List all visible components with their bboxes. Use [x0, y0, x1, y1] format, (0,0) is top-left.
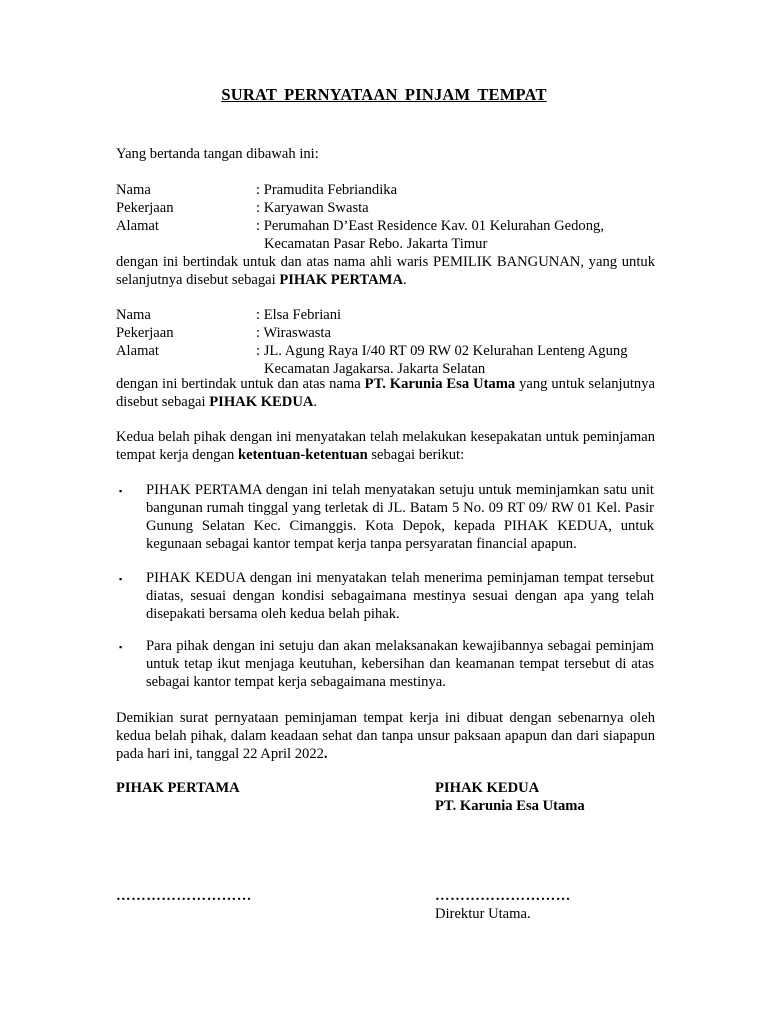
- right-signature-heading: PIHAK KEDUA: [435, 780, 540, 796]
- party1-role: PIHAK PERTAMA: [279, 272, 403, 288]
- party2-company: PT. Karunia Esa Utama: [364, 376, 516, 392]
- party2-description-mid: yang untuk selanjutnya disebut sebagai: [116, 376, 655, 410]
- closing-end: .: [323, 746, 328, 762]
- party2-description: [116, 375, 655, 411]
- bullet-item-3: Para pihak dengan ini setuju dan akan melaksanakan kewajibannya sebagai peminjam untuk tetap ikut menjaga keutuhan, kebersihan dan keamanan tempat tersebut di atas sebagai kantor tempat kerja sebagaimana mestinya.: [146, 638, 654, 690]
- intro-text: Yang bertanda tangan dibawah ini:: [116, 146, 319, 162]
- party1-address-value: : Perumahan D’East Residence Kav. 01 Kelurahan Gedong,: [256, 218, 604, 234]
- party1-description-text: dengan ini bertindak untuk dan atas nama ahli waris PEMILIK BANGUNAN, yang untuk selanjutnya disebut sebagai: [116, 254, 655, 288]
- party1-job-label: Pekerjaan: [116, 200, 174, 216]
- party1-address-label: Alamat: [116, 218, 159, 234]
- left-signature-heading: PIHAK PERTAMA: [116, 780, 240, 796]
- bullet-icon: ▪: [119, 642, 123, 652]
- agreement-paragraph: [116, 428, 655, 464]
- bullet-icon: ▪: [119, 574, 123, 584]
- document-title: SURAT PERNYATAAN PINJAM TEMPAT: [221, 85, 547, 104]
- party2-name-value: : Elsa Febriani: [256, 307, 342, 323]
- left-signature-line: ………………………: [116, 888, 252, 904]
- closing-text: Demikian surat pernyataan peminjaman tempat kerja ini dibuat dengan sebenarnya oleh kedua belah pihak, dalam keadaan sehat dan tanpa unsur paksaan apapun dan dari siapapun pada hari ini, tanggal 22 April 2022: [116, 710, 655, 762]
- party2-description-end: .: [313, 394, 318, 410]
- party2-role: PIHAK KEDUA: [209, 394, 314, 410]
- party2-address-continued: Kecamatan Jagakarsa. Jakarta Selatan: [264, 361, 486, 377]
- party2-job-value: : Wiraswasta: [256, 325, 331, 341]
- party1-name-value: : Pramudita Febriandika: [256, 182, 398, 198]
- party2-description-text: dengan ini bertindak untuk dan atas nama: [116, 376, 365, 392]
- party2-address-value: : JL. Agung Raya I/40 RT 09 RW 02 Kelurahan Lenteng Agung: [256, 343, 628, 359]
- agreement-terms: ketentuan-ketentuan: [237, 447, 368, 463]
- agreement-text-end: sebagai berikut:: [367, 447, 465, 463]
- party2-name-label: Nama: [116, 307, 151, 323]
- party1-name-label: Nama: [116, 182, 151, 198]
- right-signature-line: ………………………: [435, 888, 571, 904]
- agreement-text: Kedua belah pihak dengan ini menyatakan telah melakukan kesepakatan untuk peminjaman tempat kerja dengan: [116, 429, 655, 463]
- closing-paragraph: [116, 709, 655, 763]
- bullet-item-1: PIHAK PERTAMA dengan ini telah menyatakan setuju untuk meminjamkan satu unit bangunan rumah tinggal yang terletak di JL. Batam 5 No. 09 RT 09/ RW 01 Kel. Pasir Gunung Selatan Kec. Cimanggis. Kota Depok, kepada PIHAK KEDUA, untuk kegunaan sebagai kantor tempat kerja tanpa persyaratan financial apapun.: [146, 482, 654, 552]
- party2-address-label: Alamat: [116, 343, 159, 359]
- party1-address-continued: Kecamatan Pasar Rebo. Jakarta Timur: [264, 236, 488, 252]
- bullet-item-2: PIHAK KEDUA dengan ini menyatakan telah menerima peminjaman tempat tersebut diatas, sesuai dengan kondisi sebagaimana mestinya sesuai dengan apa yang telah disepakati bersama oleh kedua belah pihak.: [146, 570, 654, 622]
- right-signature-company: PT. Karunia Esa Utama: [435, 798, 585, 814]
- party1-description-end: .: [403, 272, 407, 288]
- bullet-icon: ▪: [119, 486, 123, 496]
- party1-description: [116, 253, 655, 289]
- right-signature-title: Direktur Utama.: [435, 906, 531, 922]
- party2-job-label: Pekerjaan: [116, 325, 174, 341]
- party1-job-value: : Karyawan Swasta: [256, 200, 369, 216]
